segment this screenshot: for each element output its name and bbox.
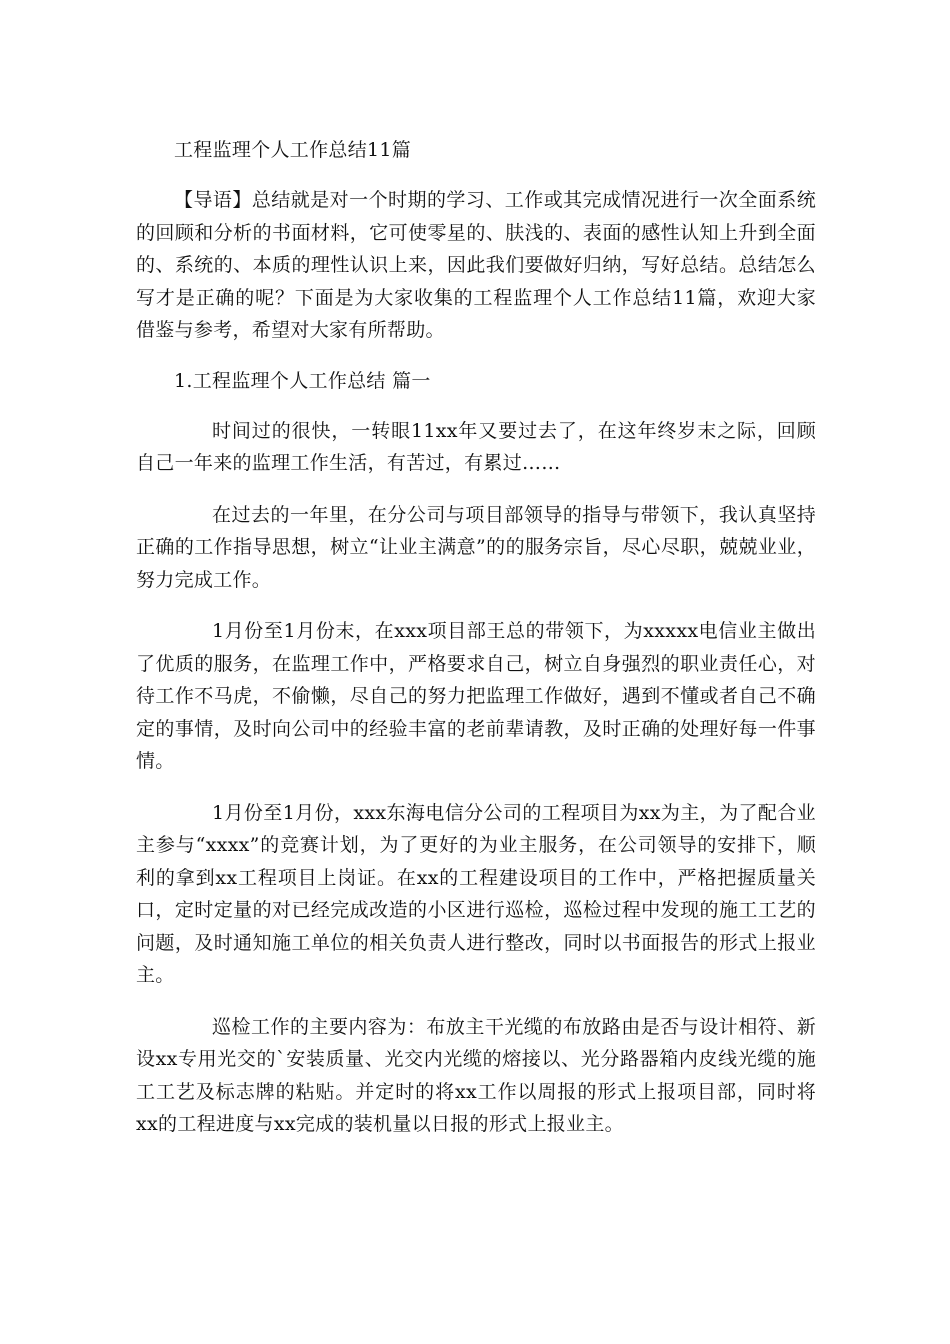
document-title: 工程监理个人工作总结11篇: [174, 139, 412, 161]
document-body: [136, 134, 816, 1160]
body-paragraph: 时间过的很快，一转眼11xx年又要过去了，在这年终岁末之际，回顾自己一年来的监理工作生活，有苦过，有累过……: [136, 419, 816, 474]
body-paragraph: 1月份至1月份末，在xxx项目部王总的带领下，为xxxxx电信业主做出了优质的服务，在监理工作中，严格要求自己，树立自身强烈的职业责任心，对待工作不马虎，不偷懒，尽自己的努力把监理工作做好，遇到不懂或者自己不确定的事情，及时向公司中的经验丰富的老前辈请教，及时正确的处理好每一件事情。: [136, 620, 816, 772]
body-paragraph: 巡检工作的主要内容为：布放主干光缆的布放路由是否与设计相符、新设xx专用光交的`安装质量、光交内光缆的熔接以、光分路器箱内皮线光缆的施工工艺及标志牌的粘贴。并定时的将xx工作以周报的形式上报项目部，同时将xx的工程进度与xx完成的装机量以日报的形式上报业主。: [136, 1015, 816, 1135]
section-title: 1.工程监理个人工作总结 篇一: [174, 369, 431, 392]
intro-paragraph: 【导语】总结就是对一个时期的学习、工作或其完成情况进行一次全面系统的回顾和分析的书面材料，它可使零星的、肤浅的、表面的感性认知上升到全面的、系统的、本质的理性认识上来，因此我们要做好归纳，写好总结。总结怎么写才是正确的呢？下面是为大家收集的工程监理个人工作总结11篇，欢迎大家借鉴与参考，希望对大家有所帮助。: [136, 189, 816, 341]
body-paragraph: 在过去的一年里，在分公司与项目部领导的指导与带领下，我认真坚持正确的工作指导思想，树立“让业主满意”的的服务宗旨，尽心尽职，兢兢业业，努力完成工作。: [136, 503, 816, 591]
body-paragraph: 1月份至1月份，xxx东海电信分公司的工程项目为xx为主，为了配合业主参与“xxxx”的竞赛计划，为了更好的为业主服务，在公司领导的安排下，顺利的拿到xx工程项目上岗证。在xx的工程建设项目的工作中，严格把握质量关口，定时定量的对已经完成改造的小区进行巡检，巡检过程中发现的施工工艺的问题，及时通知施工单位的相关负责人进行整改，同时以书面报告的形式上报业主。: [136, 801, 816, 986]
